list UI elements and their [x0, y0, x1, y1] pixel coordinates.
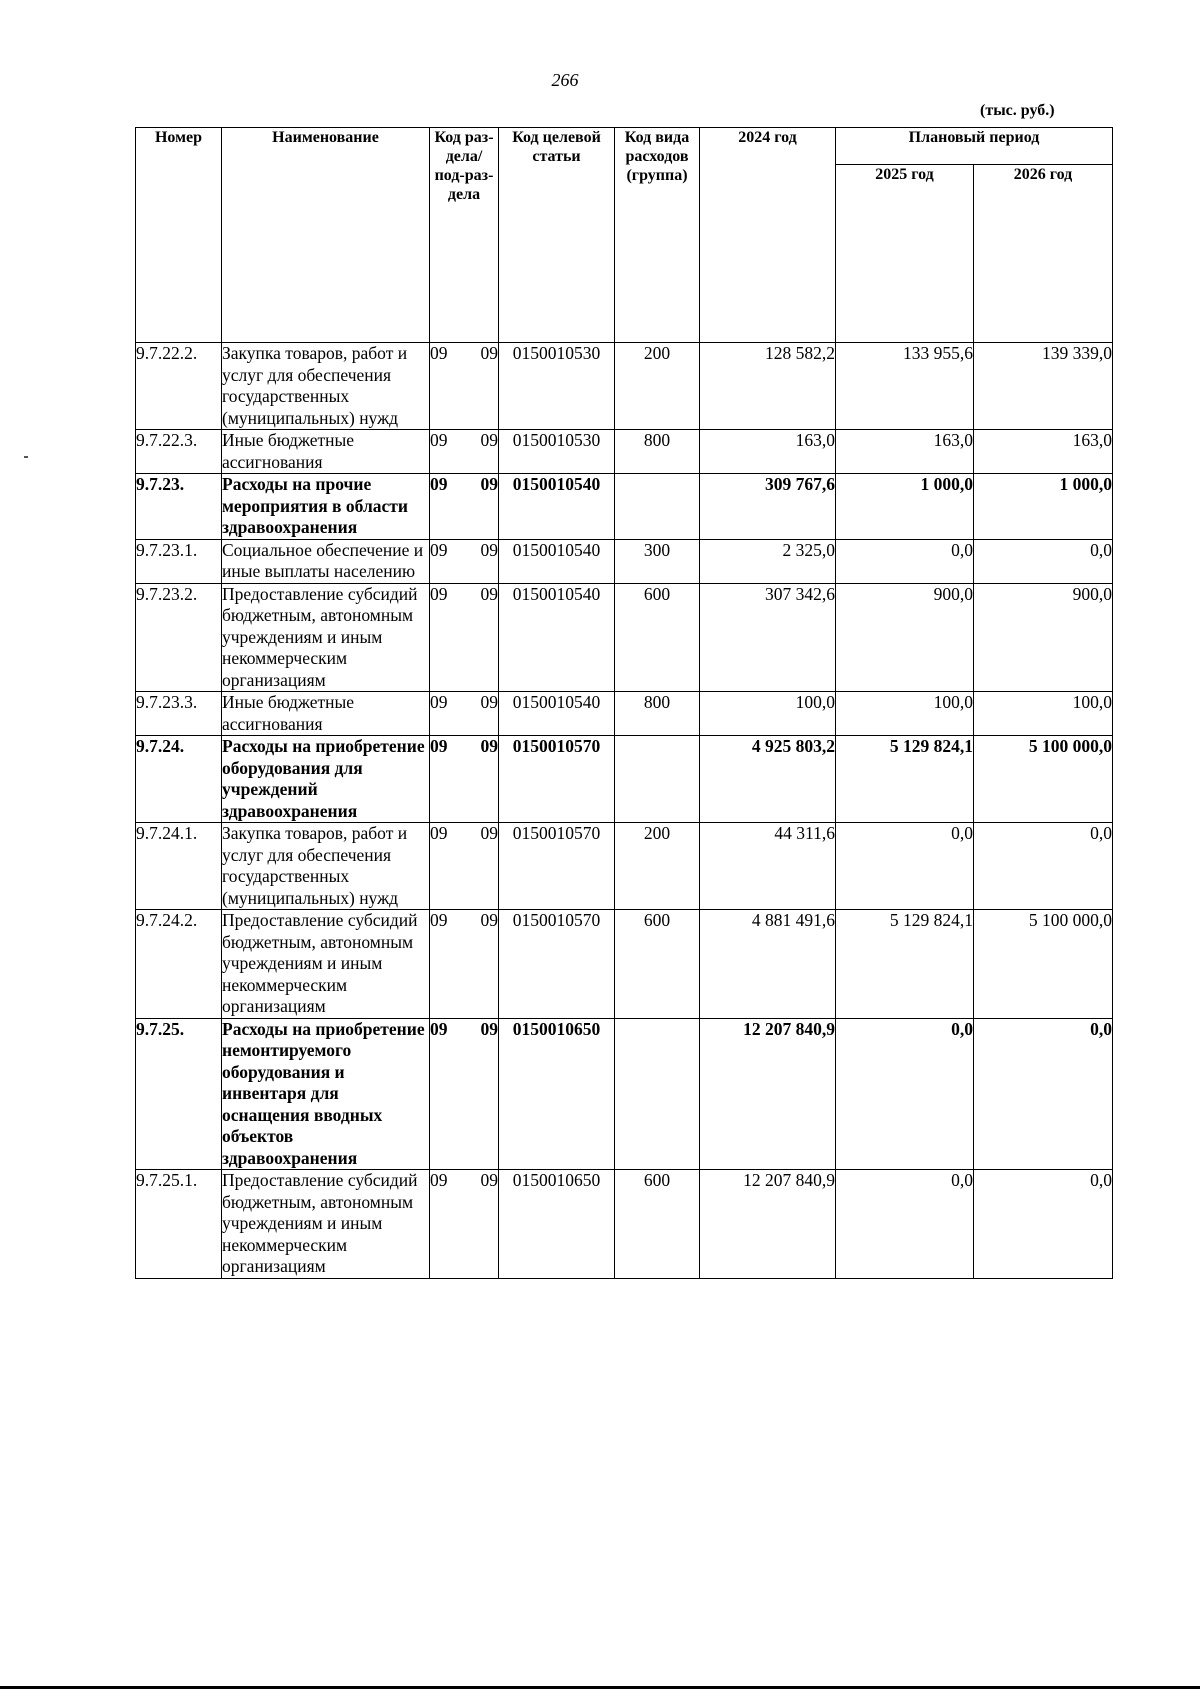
row-name: Иные бюджетные ассигнования [222, 692, 430, 736]
row-number: 9.7.23.3. [136, 692, 222, 736]
subsection-code: 09 [480, 583, 498, 604]
budget-table [135, 127, 1113, 1279]
table-row [136, 1018, 1113, 1170]
section-code: 09 [430, 539, 448, 560]
row-amount-2025: 0,0 [836, 823, 974, 910]
row-target-code: 0150010530 [499, 343, 615, 430]
row-section-code [430, 430, 499, 474]
header-kind: Код вида расходов (группа) [615, 128, 700, 343]
row-target-code: 0150010570 [499, 823, 615, 910]
table-body [136, 343, 1113, 1279]
row-kind-code: 300 [615, 539, 700, 583]
row-amount-2026: 5 100 000,0 [974, 910, 1113, 1019]
section-code: 09 [430, 430, 448, 450]
row-section-code [430, 343, 499, 430]
header-section: Код раз-дела/ под-раз-дела [430, 128, 499, 343]
section-code: 09 [430, 692, 448, 712]
subsection-code: 09 [480, 823, 498, 843]
table-row [136, 474, 1113, 540]
row-amount-2024: 100,0 [700, 692, 836, 736]
section-code: 09 [430, 823, 448, 843]
row-target-code: 0150010650 [499, 1170, 615, 1279]
row-number: 9.7.23.1. [136, 539, 222, 583]
section-code: 09 [430, 736, 448, 756]
row-section-code [430, 910, 499, 1019]
subsection-code: 09 [480, 474, 498, 494]
row-number: 9.7.24. [136, 736, 222, 823]
row-kind-code: 200 [615, 343, 700, 430]
table-row [136, 736, 1113, 823]
row-amount-2024: 12 207 840,9 [700, 1018, 836, 1170]
row-amount-2024: 163,0 [700, 430, 836, 474]
header-year-2025: 2025 год [836, 165, 974, 343]
table-row [136, 343, 1113, 430]
row-name: Социальное обеспечение и иные выплаты населению [222, 539, 430, 583]
row-amount-2026: 900,0 [974, 583, 1113, 692]
row-amount-2026: 100,0 [974, 692, 1113, 736]
row-name: Расходы на приобретение немонтируемого оборудования и инвентаря для оснащения вводных объектов здравоохранения [222, 1018, 430, 1170]
row-amount-2025: 5 129 824,1 [836, 910, 974, 1019]
row-number: 9.7.24.1. [136, 823, 222, 910]
subsection-code: 09 [480, 736, 498, 756]
row-section-code [430, 692, 499, 736]
header-year-2024: 2024 год [700, 128, 836, 343]
row-amount-2025: 100,0 [836, 692, 974, 736]
row-name: Предоставление субсидий бюджетным, автономным учреждениям и иным некоммерческим организациям [222, 910, 430, 1019]
row-kind-code: 600 [615, 583, 700, 692]
section-code: 09 [430, 910, 448, 930]
row-section-code [430, 736, 499, 823]
row-amount-2025: 1 000,0 [836, 474, 974, 540]
row-target-code: 0150010530 [499, 430, 615, 474]
row-amount-2025: 5 129 824,1 [836, 736, 974, 823]
row-section-code [430, 823, 499, 910]
row-amount-2026: 0,0 [974, 1018, 1113, 1170]
page-number: 266 [551, 70, 579, 90]
row-number: 9.7.22.3. [136, 430, 222, 474]
row-target-code: 0150010540 [499, 474, 615, 540]
subsection-code: 09 [480, 1170, 498, 1190]
header-year-2026: 2026 год [974, 165, 1113, 343]
row-name: Расходы на прочие мероприятия в области здравоохранения [222, 474, 430, 540]
row-number: 9.7.25. [136, 1018, 222, 1170]
row-target-code: 0150010540 [499, 692, 615, 736]
header-name: Наименование [222, 128, 430, 343]
row-target-code: 0150010570 [499, 910, 615, 1019]
row-section-code [430, 583, 499, 692]
scan-edge [0, 1686, 1200, 1689]
subsection-code: 09 [480, 343, 498, 363]
row-amount-2024: 12 207 840,9 [700, 1170, 836, 1279]
header-plan-period: Плановый период [836, 128, 1113, 165]
section-code: 09 [430, 1018, 448, 1039]
subsection-code: 09 [480, 430, 498, 450]
table-row [136, 692, 1113, 736]
section-code: 09 [430, 343, 448, 363]
row-name: Иные бюджетные ассигнования [222, 430, 430, 474]
row-amount-2025: 900,0 [836, 583, 974, 692]
row-amount-2025: 163,0 [836, 430, 974, 474]
row-kind-code [615, 1018, 700, 1170]
row-amount-2025: 0,0 [836, 1170, 974, 1279]
row-amount-2026: 5 100 000,0 [974, 736, 1113, 823]
row-number: 9.7.23. [136, 474, 222, 540]
row-kind-code: 800 [615, 430, 700, 474]
table-row [136, 823, 1113, 910]
row-name: Закупка товаров, работ и услуг для обеспечения государственных (муниципальных) нужд [222, 823, 430, 910]
header-target: Код целевой статьи [499, 128, 615, 343]
row-number: 9.7.22.2. [136, 343, 222, 430]
row-amount-2024: 307 342,6 [700, 583, 836, 692]
row-section-code [430, 1018, 499, 1170]
row-amount-2024: 4 881 491,6 [700, 910, 836, 1019]
row-target-code: 0150010570 [499, 736, 615, 823]
row-target-code: 0150010540 [499, 583, 615, 692]
row-amount-2025: 133 955,6 [836, 343, 974, 430]
row-amount-2024: 128 582,2 [700, 343, 836, 430]
scan-mark [24, 456, 28, 458]
row-name: Предоставление субсидий бюджетным, автономным учреждениям и иным некоммерческим организациям [222, 583, 430, 692]
row-target-code: 0150010650 [499, 1018, 615, 1170]
row-kind-code: 600 [615, 910, 700, 1019]
subsection-code: 09 [480, 910, 498, 930]
table-row [136, 539, 1113, 583]
header-number: Номер [136, 128, 222, 343]
row-amount-2026: 163,0 [974, 430, 1113, 474]
units-label: (тыс. руб.) [980, 102, 1055, 119]
row-name: Предоставление субсидий бюджетным, автономным учреждениям и иным некоммерческим организациям [222, 1170, 430, 1279]
row-section-code [430, 474, 499, 540]
row-amount-2026: 0,0 [974, 1170, 1113, 1279]
row-kind-code: 800 [615, 692, 700, 736]
row-number: 9.7.24.2. [136, 910, 222, 1019]
table-row [136, 430, 1113, 474]
section-code: 09 [430, 583, 448, 604]
row-kind-code [615, 474, 700, 540]
row-section-code [430, 539, 499, 583]
table-row [136, 583, 1113, 692]
row-name: Расходы на приобретение оборудования для учреждений здравоохранения [222, 736, 430, 823]
row-amount-2025: 0,0 [836, 539, 974, 583]
section-code: 09 [430, 474, 448, 494]
section-code: 09 [430, 1170, 448, 1190]
row-amount-2026: 1 000,0 [974, 474, 1113, 540]
row-kind-code: 200 [615, 823, 700, 910]
subsection-code: 09 [480, 539, 498, 560]
row-amount-2024: 309 767,6 [700, 474, 836, 540]
row-amount-2025: 0,0 [836, 1018, 974, 1170]
row-name: Закупка товаров, работ и услуг для обеспечения государственных (муниципальных) нужд [222, 343, 430, 430]
table-row [136, 910, 1113, 1019]
row-target-code: 0150010540 [499, 539, 615, 583]
row-amount-2024: 2 325,0 [700, 539, 836, 583]
row-number: 9.7.25.1. [136, 1170, 222, 1279]
subsection-code: 09 [480, 1018, 498, 1039]
row-amount-2024: 44 311,6 [700, 823, 836, 910]
subsection-code: 09 [480, 692, 498, 712]
row-kind-code: 600 [615, 1170, 700, 1279]
table-row [136, 1170, 1113, 1279]
row-amount-2026: 0,0 [974, 539, 1113, 583]
row-amount-2026: 0,0 [974, 823, 1113, 910]
row-amount-2026: 139 339,0 [974, 343, 1113, 430]
row-number: 9.7.23.2. [136, 583, 222, 692]
row-kind-code [615, 736, 700, 823]
row-amount-2024: 4 925 803,2 [700, 736, 836, 823]
row-section-code [430, 1170, 499, 1279]
